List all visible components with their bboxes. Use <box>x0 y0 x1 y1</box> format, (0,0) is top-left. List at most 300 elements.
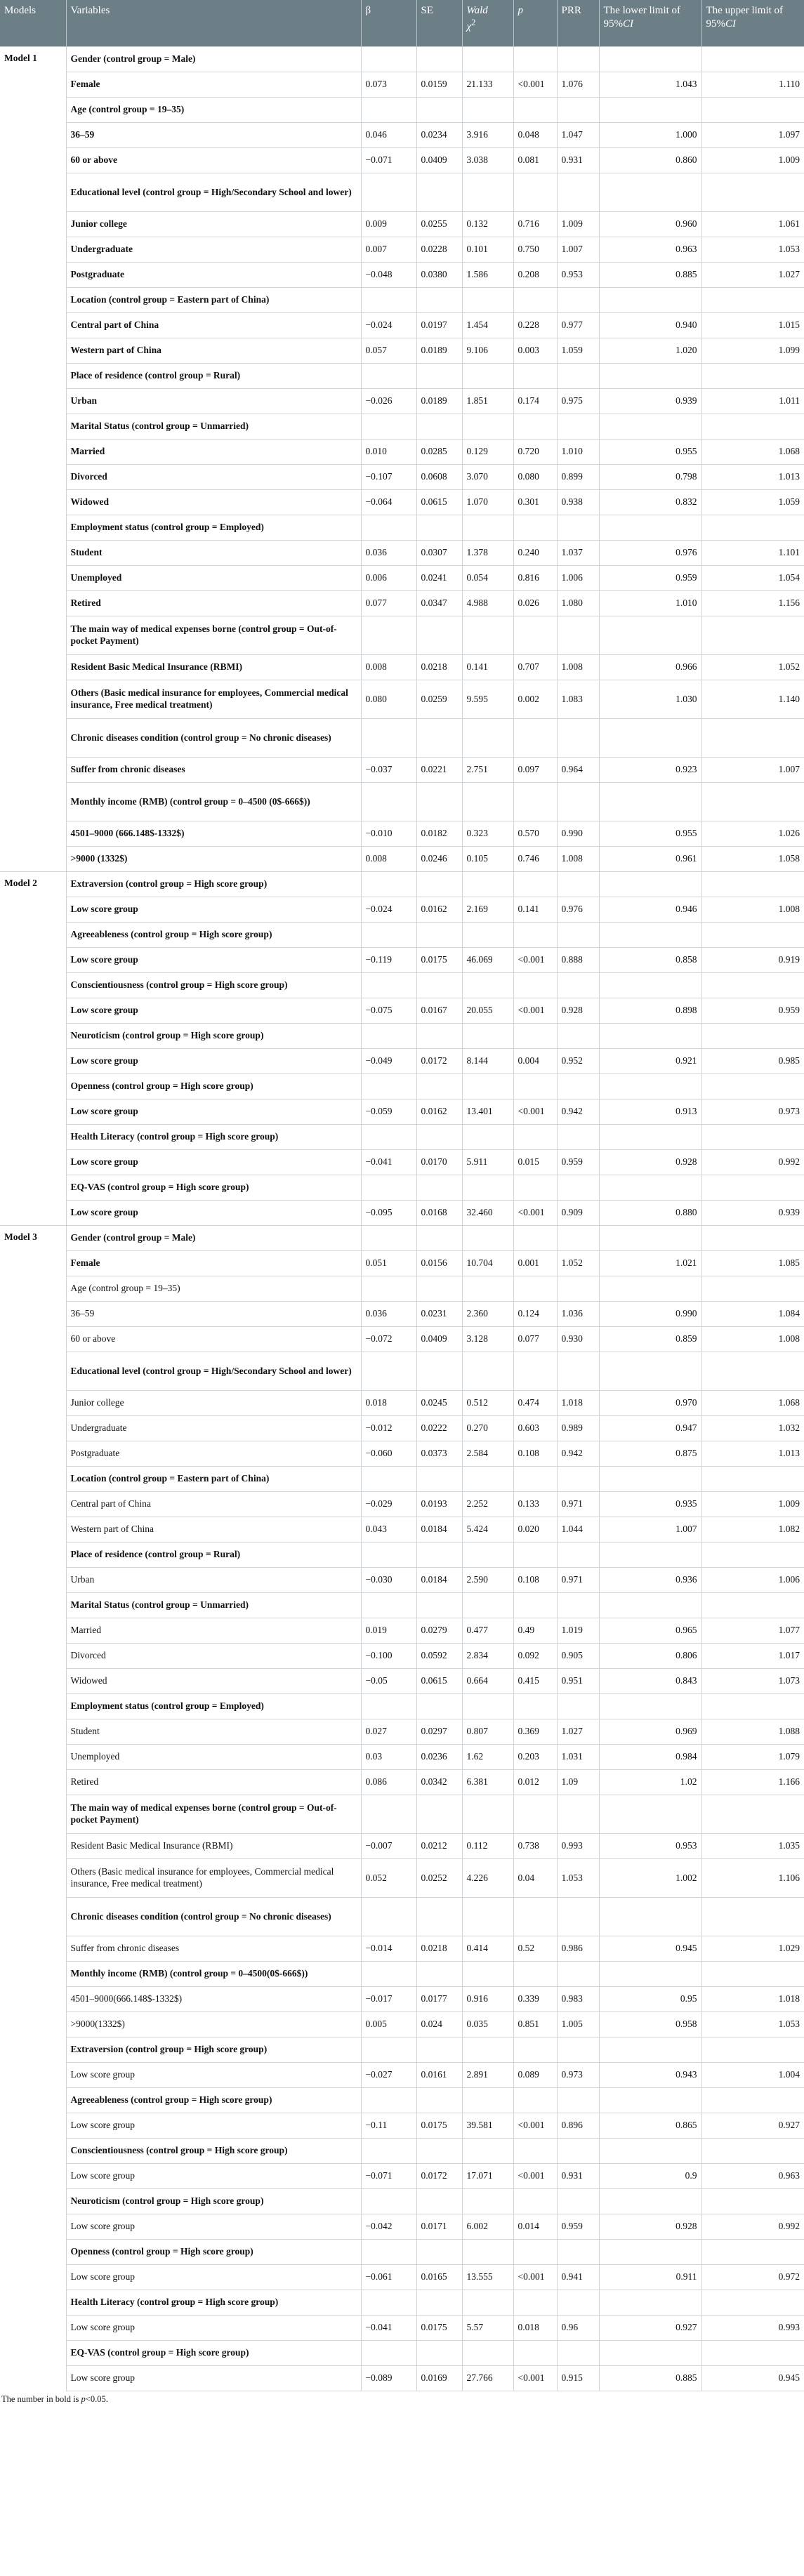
variable-cell: 36–59 <box>66 123 361 148</box>
beta-cell <box>361 2037 416 2063</box>
wald-cell: 0.916 <box>462 1987 513 2012</box>
table-row <box>0 821 804 847</box>
ci-upper-cell: 1.013 <box>701 465 804 490</box>
group-header-row <box>0 872 804 897</box>
se-cell <box>416 2088 462 2113</box>
table-row <box>0 998 804 1024</box>
group-header-cell: Chronic diseases condition (control group = No chronic diseases) <box>66 719 361 758</box>
footnote-suffix: <0.05. <box>85 2394 108 2404</box>
table-row <box>0 1644 804 1669</box>
prr-cell <box>557 173 599 212</box>
ci-upper-cell: 1.026 <box>701 821 804 847</box>
table-row <box>0 566 804 591</box>
prr-cell <box>557 872 599 897</box>
ci-upper-cell <box>701 414 804 440</box>
group-header-cell: Neuroticism (control group = High score group) <box>66 1024 361 1049</box>
group-header-cell: Openness (control group = High score group) <box>66 1074 361 1099</box>
variable-cell: Low score group <box>66 2113 361 2139</box>
se-cell: 0.0592 <box>416 1644 462 1669</box>
ci-upper-cell: 1.007 <box>701 758 804 783</box>
se-cell: 0.0255 <box>416 212 462 237</box>
group-header-row <box>0 173 804 212</box>
group-header-row <box>0 2290 804 2316</box>
ci-upper-cell: 1.068 <box>701 440 804 465</box>
col-header-p <box>513 0 557 47</box>
p-value-cell: 0.816 <box>513 566 557 591</box>
prr-cell: 0.993 <box>557 1834 599 1859</box>
ci-lower-cell <box>599 1467 701 1492</box>
ci-lower-cell: 0.913 <box>599 1099 701 1125</box>
ci-upper-cell: 1.073 <box>701 1669 804 1694</box>
wald-cell <box>462 1276 513 1302</box>
se-cell <box>416 414 462 440</box>
p-value-cell <box>513 47 557 72</box>
p-value-cell <box>513 872 557 897</box>
wald-cell: 6.002 <box>462 2214 513 2240</box>
ci-upper-cell: 1.009 <box>701 1492 804 1517</box>
ci-upper-cell: 1.099 <box>701 338 804 364</box>
group-header-row <box>0 364 804 389</box>
ci-lower-cell <box>599 2240 701 2265</box>
wald-cell: 0.664 <box>462 1669 513 1694</box>
ci-lower-cell: 0.806 <box>599 1644 701 1669</box>
wald-cell: 2.252 <box>462 1492 513 1517</box>
prr-cell: 0.905 <box>557 1644 599 1669</box>
se-cell <box>416 364 462 389</box>
se-cell: 0.0285 <box>416 440 462 465</box>
prr-cell <box>557 2189 599 2214</box>
prr-cell: 0.975 <box>557 389 599 414</box>
table-row <box>0 1049 804 1074</box>
ci-upper-cell <box>701 1226 804 1251</box>
beta-cell <box>361 616 416 655</box>
ci-lower-cell: 1.007 <box>599 1517 701 1543</box>
se-cell: 0.0380 <box>416 263 462 288</box>
col-header-se: SE <box>416 0 462 47</box>
ci-lower-cell <box>599 515 701 541</box>
group-header-row <box>0 414 804 440</box>
variable-cell: Junior college <box>66 1391 361 1416</box>
ci-upper-cell: 1.015 <box>701 313 804 338</box>
se-cell: 0.0245 <box>416 1391 462 1416</box>
group-header-cell: Employment status (control group = Employed) <box>66 1694 361 1719</box>
se-cell: 0.0168 <box>416 1201 462 1226</box>
variable-cell: Widowed <box>66 490 361 515</box>
wald-cell <box>462 515 513 541</box>
prr-cell: 1.010 <box>557 440 599 465</box>
table-row <box>0 1745 804 1770</box>
ci-lower-cell: 1.002 <box>599 1859 701 1898</box>
ci-lower-cell: 0.880 <box>599 1201 701 1226</box>
table-row <box>0 655 804 680</box>
ci-upper-cell: 1.085 <box>701 1251 804 1276</box>
group-header-row <box>0 1175 804 1201</box>
p-value-cell: 0.746 <box>513 847 557 872</box>
ci-upper-cell <box>701 872 804 897</box>
se-cell <box>416 719 462 758</box>
group-header-row <box>0 1898 804 1936</box>
prr-cell: 0.896 <box>557 2113 599 2139</box>
table-row <box>0 1834 804 1859</box>
table-row <box>0 338 804 364</box>
ci-upper-cell: 0.939 <box>701 1201 804 1226</box>
beta-cell <box>361 1074 416 1099</box>
beta-cell: −0.024 <box>361 897 416 923</box>
group-header-cell: Conscientiousness (control group = High score group) <box>66 2139 361 2164</box>
p-value-cell: 0.077 <box>513 1327 557 1352</box>
prr-cell: 1.019 <box>557 1618 599 1644</box>
p-value-cell: 0.750 <box>513 237 557 263</box>
prr-cell: 0.942 <box>557 1441 599 1467</box>
se-cell: 0.0162 <box>416 1099 462 1125</box>
prr-cell: 0.930 <box>557 1327 599 1352</box>
ci-lower-cell: 1.030 <box>599 680 701 719</box>
variable-cell: Central part of China <box>66 1492 361 1517</box>
beta-cell: −0.041 <box>361 2316 416 2341</box>
beta-cell <box>361 1276 416 1302</box>
group-header-cell: The main way of medical expenses borne (control group = Out-of-pocket Payment) <box>66 1795 361 1834</box>
ci-lower-cell: 0.885 <box>599 263 701 288</box>
p-value-cell: 0.014 <box>513 2214 557 2240</box>
ci-upper-cell <box>701 1352 804 1391</box>
wald-cell: 0.112 <box>462 1834 513 1859</box>
p-value-cell <box>513 2037 557 2063</box>
variable-cell: Resident Basic Medical Insurance (RBMI) <box>66 655 361 680</box>
wald-label: Wald <box>466 5 488 16</box>
beta-cell <box>361 47 416 72</box>
se-cell: 0.0175 <box>416 948 462 973</box>
ci-upper-cell: 0.992 <box>701 2214 804 2240</box>
prr-cell <box>557 1226 599 1251</box>
table-row <box>0 1441 804 1467</box>
ci-lower-cell <box>599 783 701 821</box>
p-value-cell: 0.092 <box>513 1644 557 1669</box>
p-value-cell <box>513 2189 557 2214</box>
variable-cell: Low score group <box>66 2265 361 2290</box>
wald-cell: 2.834 <box>462 1644 513 1669</box>
p-value-cell: 0.089 <box>513 2063 557 2088</box>
ci-lower-cell: 0.965 <box>599 1618 701 1644</box>
ci-upper-cell <box>701 1543 804 1568</box>
p-value-cell: 0.570 <box>513 821 557 847</box>
footnote-prefix: The number in bold is <box>1 2394 81 2404</box>
prr-cell: 0.971 <box>557 1492 599 1517</box>
prr-cell <box>557 719 599 758</box>
se-cell: 0.0197 <box>416 313 462 338</box>
prr-cell <box>557 1125 599 1150</box>
wald-cell <box>462 1226 513 1251</box>
ci-upper-cell: 1.061 <box>701 212 804 237</box>
wald-cell: 0.477 <box>462 1618 513 1644</box>
wald-cell: 0.129 <box>462 440 513 465</box>
ci-upper-cell <box>701 98 804 123</box>
se-cell: 0.0162 <box>416 897 462 923</box>
ci-upper-cell: 1.013 <box>701 1441 804 1467</box>
p-value-cell <box>513 1962 557 1987</box>
ci-lower-cell <box>599 1694 701 1719</box>
ci-lower-cell <box>599 1125 701 1150</box>
ci-lower-cell: 0.960 <box>599 212 701 237</box>
variable-cell: Low score group <box>66 1201 361 1226</box>
se-cell: 0.0212 <box>416 1834 462 1859</box>
ci-lower-cell: 0.955 <box>599 440 701 465</box>
table-row <box>0 591 804 616</box>
ci-lower-cell <box>599 47 701 72</box>
p-value-cell <box>513 1795 557 1834</box>
wald-cell: 0.035 <box>462 2012 513 2037</box>
ci-lower-cell: 0.860 <box>599 148 701 173</box>
group-header-cell: Marital Status (control group = Unmarried) <box>66 1593 361 1618</box>
ci-lower-cell: 0.966 <box>599 655 701 680</box>
variable-cell: 60 or above <box>66 148 361 173</box>
p-value-cell: 0.080 <box>513 465 557 490</box>
beta-cell: 0.052 <box>361 1859 416 1898</box>
p-value-cell: <0.001 <box>513 1099 557 1125</box>
prr-cell: 0.990 <box>557 821 599 847</box>
chi-label: χ <box>466 20 472 32</box>
prr-cell: 0.941 <box>557 2265 599 2290</box>
group-header-row <box>0 98 804 123</box>
beta-cell <box>361 1962 416 1987</box>
ci-upper-cell <box>701 2341 804 2366</box>
wald-cell <box>462 1467 513 1492</box>
group-header-cell: Place of residence (control group = Rural) <box>66 364 361 389</box>
wald-cell <box>462 719 513 758</box>
wald-cell: 1.851 <box>462 389 513 414</box>
group-header-cell: Extraversion (control group = High score group) <box>66 2037 361 2063</box>
prr-cell: 1.008 <box>557 847 599 872</box>
variable-cell: Junior college <box>66 212 361 237</box>
se-cell: 0.0409 <box>416 1327 462 1352</box>
ci-upper-cell: 1.077 <box>701 1618 804 1644</box>
se-cell: 0.0231 <box>416 1302 462 1327</box>
prr-cell: 0.964 <box>557 758 599 783</box>
p-value-cell <box>513 616 557 655</box>
ci-upper-cell: 0.963 <box>701 2164 804 2189</box>
beta-cell <box>361 2341 416 2366</box>
wald-cell: 3.038 <box>462 148 513 173</box>
ci-upper-cell <box>701 1074 804 1099</box>
ci-lower-cell <box>599 288 701 313</box>
se-cell: 0.0165 <box>416 2265 462 2290</box>
variable-cell: Married <box>66 1618 361 1644</box>
ci-lower-cell: 0.947 <box>599 1416 701 1441</box>
table-row <box>0 490 804 515</box>
group-header-row <box>0 1024 804 1049</box>
beta-cell: −0.010 <box>361 821 416 847</box>
ci-upper-cell: 1.006 <box>701 1568 804 1593</box>
wald-cell <box>462 1024 513 1049</box>
ci-upper-cell: 1.017 <box>701 1644 804 1669</box>
se-cell <box>416 47 462 72</box>
ci-upper-cell: 1.059 <box>701 490 804 515</box>
variable-cell: Retired <box>66 1770 361 1795</box>
se-cell <box>416 872 462 897</box>
p-value-cell: 0.716 <box>513 212 557 237</box>
variable-cell: Low score group <box>66 998 361 1024</box>
p-value-cell <box>513 1694 557 1719</box>
p-value-cell <box>513 1352 557 1391</box>
table-row <box>0 72 804 98</box>
group-header-cell: Place of residence (control group = Rural) <box>66 1543 361 1568</box>
se-cell <box>416 288 462 313</box>
ci-upper-cell: 1.068 <box>701 1391 804 1416</box>
wald-cell: 1.454 <box>462 313 513 338</box>
ci-lower-cell <box>599 364 701 389</box>
table-row <box>0 389 804 414</box>
beta-cell <box>361 1898 416 1936</box>
ci-upper-cell: 1.058 <box>701 847 804 872</box>
p-value-cell <box>513 783 557 821</box>
variable-cell: Divorced <box>66 1644 361 1669</box>
variable-cell: Female <box>66 1251 361 1276</box>
variable-cell: Urban <box>66 389 361 414</box>
ci-upper-cell: 1.101 <box>701 541 804 566</box>
prr-cell <box>557 98 599 123</box>
se-cell <box>416 1543 462 1568</box>
prr-cell <box>557 2037 599 2063</box>
table-row <box>0 1936 804 1962</box>
beta-cell <box>361 2139 416 2164</box>
beta-cell: −0.095 <box>361 1201 416 1226</box>
prr-cell <box>557 1593 599 1618</box>
wald-cell: 2.590 <box>462 1568 513 1593</box>
prr-cell <box>557 1175 599 1201</box>
ci-upper-cell: 1.110 <box>701 72 804 98</box>
beta-cell: −0.027 <box>361 2063 416 2088</box>
variable-cell: Low score group <box>66 1150 361 1175</box>
ci-upper-cell <box>701 173 804 212</box>
wald-cell <box>462 1352 513 1391</box>
prr-cell <box>557 1962 599 1987</box>
p-value-cell <box>513 414 557 440</box>
se-cell: 0.0252 <box>416 1859 462 1898</box>
se-cell: 0.0184 <box>416 1517 462 1543</box>
ci-upper-cell <box>701 1795 804 1834</box>
ci-upper-cell: 1.082 <box>701 1517 804 1543</box>
prr-cell <box>557 2290 599 2316</box>
se-cell: 0.0234 <box>416 123 462 148</box>
variable-cell: Low score group <box>66 2063 361 2088</box>
model-label: Model 3 <box>0 1226 66 2391</box>
wald-cell: 3.128 <box>462 1327 513 1352</box>
wald-cell: 46.069 <box>462 948 513 973</box>
wald-cell <box>462 973 513 998</box>
p-value-cell <box>513 1543 557 1568</box>
prr-cell <box>557 1898 599 1936</box>
table-row <box>0 1150 804 1175</box>
group-header-cell: Age (control group = 19–35) <box>66 1276 361 1302</box>
se-cell: 0.0608 <box>416 465 462 490</box>
prr-cell <box>557 288 599 313</box>
prr-cell <box>557 616 599 655</box>
variable-cell: Central part of China <box>66 313 361 338</box>
table-row <box>0 758 804 783</box>
table-row <box>0 1618 804 1644</box>
prr-cell: 1.09 <box>557 1770 599 1795</box>
beta-cell: −0.11 <box>361 2113 416 2139</box>
group-header-cell: Marital Status (control group = Unmarried) <box>66 414 361 440</box>
prr-cell: 0.959 <box>557 1150 599 1175</box>
se-cell <box>416 1898 462 1936</box>
beta-cell <box>361 173 416 212</box>
ci-lower-cell <box>599 973 701 998</box>
prr-cell <box>557 2240 599 2265</box>
beta-cell <box>361 1543 416 1568</box>
se-cell: 0.0193 <box>416 1492 462 1517</box>
beta-cell: −0.059 <box>361 1099 416 1125</box>
group-header-row <box>0 2189 804 2214</box>
col-header-beta: β <box>361 0 416 47</box>
table-row <box>0 2012 804 2037</box>
beta-cell: 0.086 <box>361 1770 416 1795</box>
p-value-cell: <0.001 <box>513 2164 557 2189</box>
p-value-cell: 0.133 <box>513 1492 557 1517</box>
table-row <box>0 1492 804 1517</box>
ci-lower-cell: 0.923 <box>599 758 701 783</box>
prr-cell: 0.96 <box>557 2316 599 2341</box>
ci-lower-cell: 0.865 <box>599 2113 701 2139</box>
prr-cell <box>557 414 599 440</box>
p-value-cell <box>513 98 557 123</box>
ci-lower-cell: 0.969 <box>599 1719 701 1745</box>
p-value-cell: <0.001 <box>513 72 557 98</box>
wald-cell <box>462 1898 513 1936</box>
variable-cell: Low score group <box>66 2316 361 2341</box>
se-cell <box>416 1024 462 1049</box>
ci-lower-cell <box>599 1175 701 1201</box>
ci-lower-cell: 0.927 <box>599 2316 701 2341</box>
ci-lower-cell: 0.858 <box>599 948 701 973</box>
ci-upper-cell: 1.032 <box>701 1416 804 1441</box>
prr-cell: 1.018 <box>557 1391 599 1416</box>
ci-lower-cell <box>599 923 701 948</box>
table-row <box>0 1770 804 1795</box>
wald-cell <box>462 2290 513 2316</box>
table-row <box>0 1251 804 1276</box>
prr-cell: 0.931 <box>557 148 599 173</box>
table-footnote <box>0 2391 804 2407</box>
variable-cell: Undergraduate <box>66 1416 361 1441</box>
se-cell <box>416 2189 462 2214</box>
prr-cell: 1.047 <box>557 123 599 148</box>
beta-cell: −0.107 <box>361 465 416 490</box>
se-cell <box>416 173 462 212</box>
wald-cell: 13.555 <box>462 2265 513 2290</box>
ci-upper-cell <box>701 1467 804 1492</box>
variable-cell: 60 or above <box>66 1327 361 1352</box>
p-value-cell <box>513 2240 557 2265</box>
table-row <box>0 2063 804 2088</box>
header-row <box>0 0 804 47</box>
ci-lower-cell: 1.02 <box>599 1770 701 1795</box>
ci-lower-cell: 0.95 <box>599 1987 701 2012</box>
ci-lower-cell <box>599 1962 701 1987</box>
p-value-cell <box>513 2088 557 2113</box>
ci-lower-cell: 0.946 <box>599 897 701 923</box>
se-cell: 0.0373 <box>416 1441 462 1467</box>
beta-cell: 0.008 <box>361 655 416 680</box>
group-header-row <box>0 1593 804 1618</box>
prr-cell: 1.006 <box>557 566 599 591</box>
ci-lower-cell: 0.928 <box>599 2214 701 2240</box>
table-row <box>0 1669 804 1694</box>
ci-lower-cell: 0.798 <box>599 465 701 490</box>
beta-cell <box>361 414 416 440</box>
group-header-cell: Conscientiousness (control group = High score group) <box>66 973 361 998</box>
se-cell <box>416 98 462 123</box>
table-row <box>0 847 804 872</box>
